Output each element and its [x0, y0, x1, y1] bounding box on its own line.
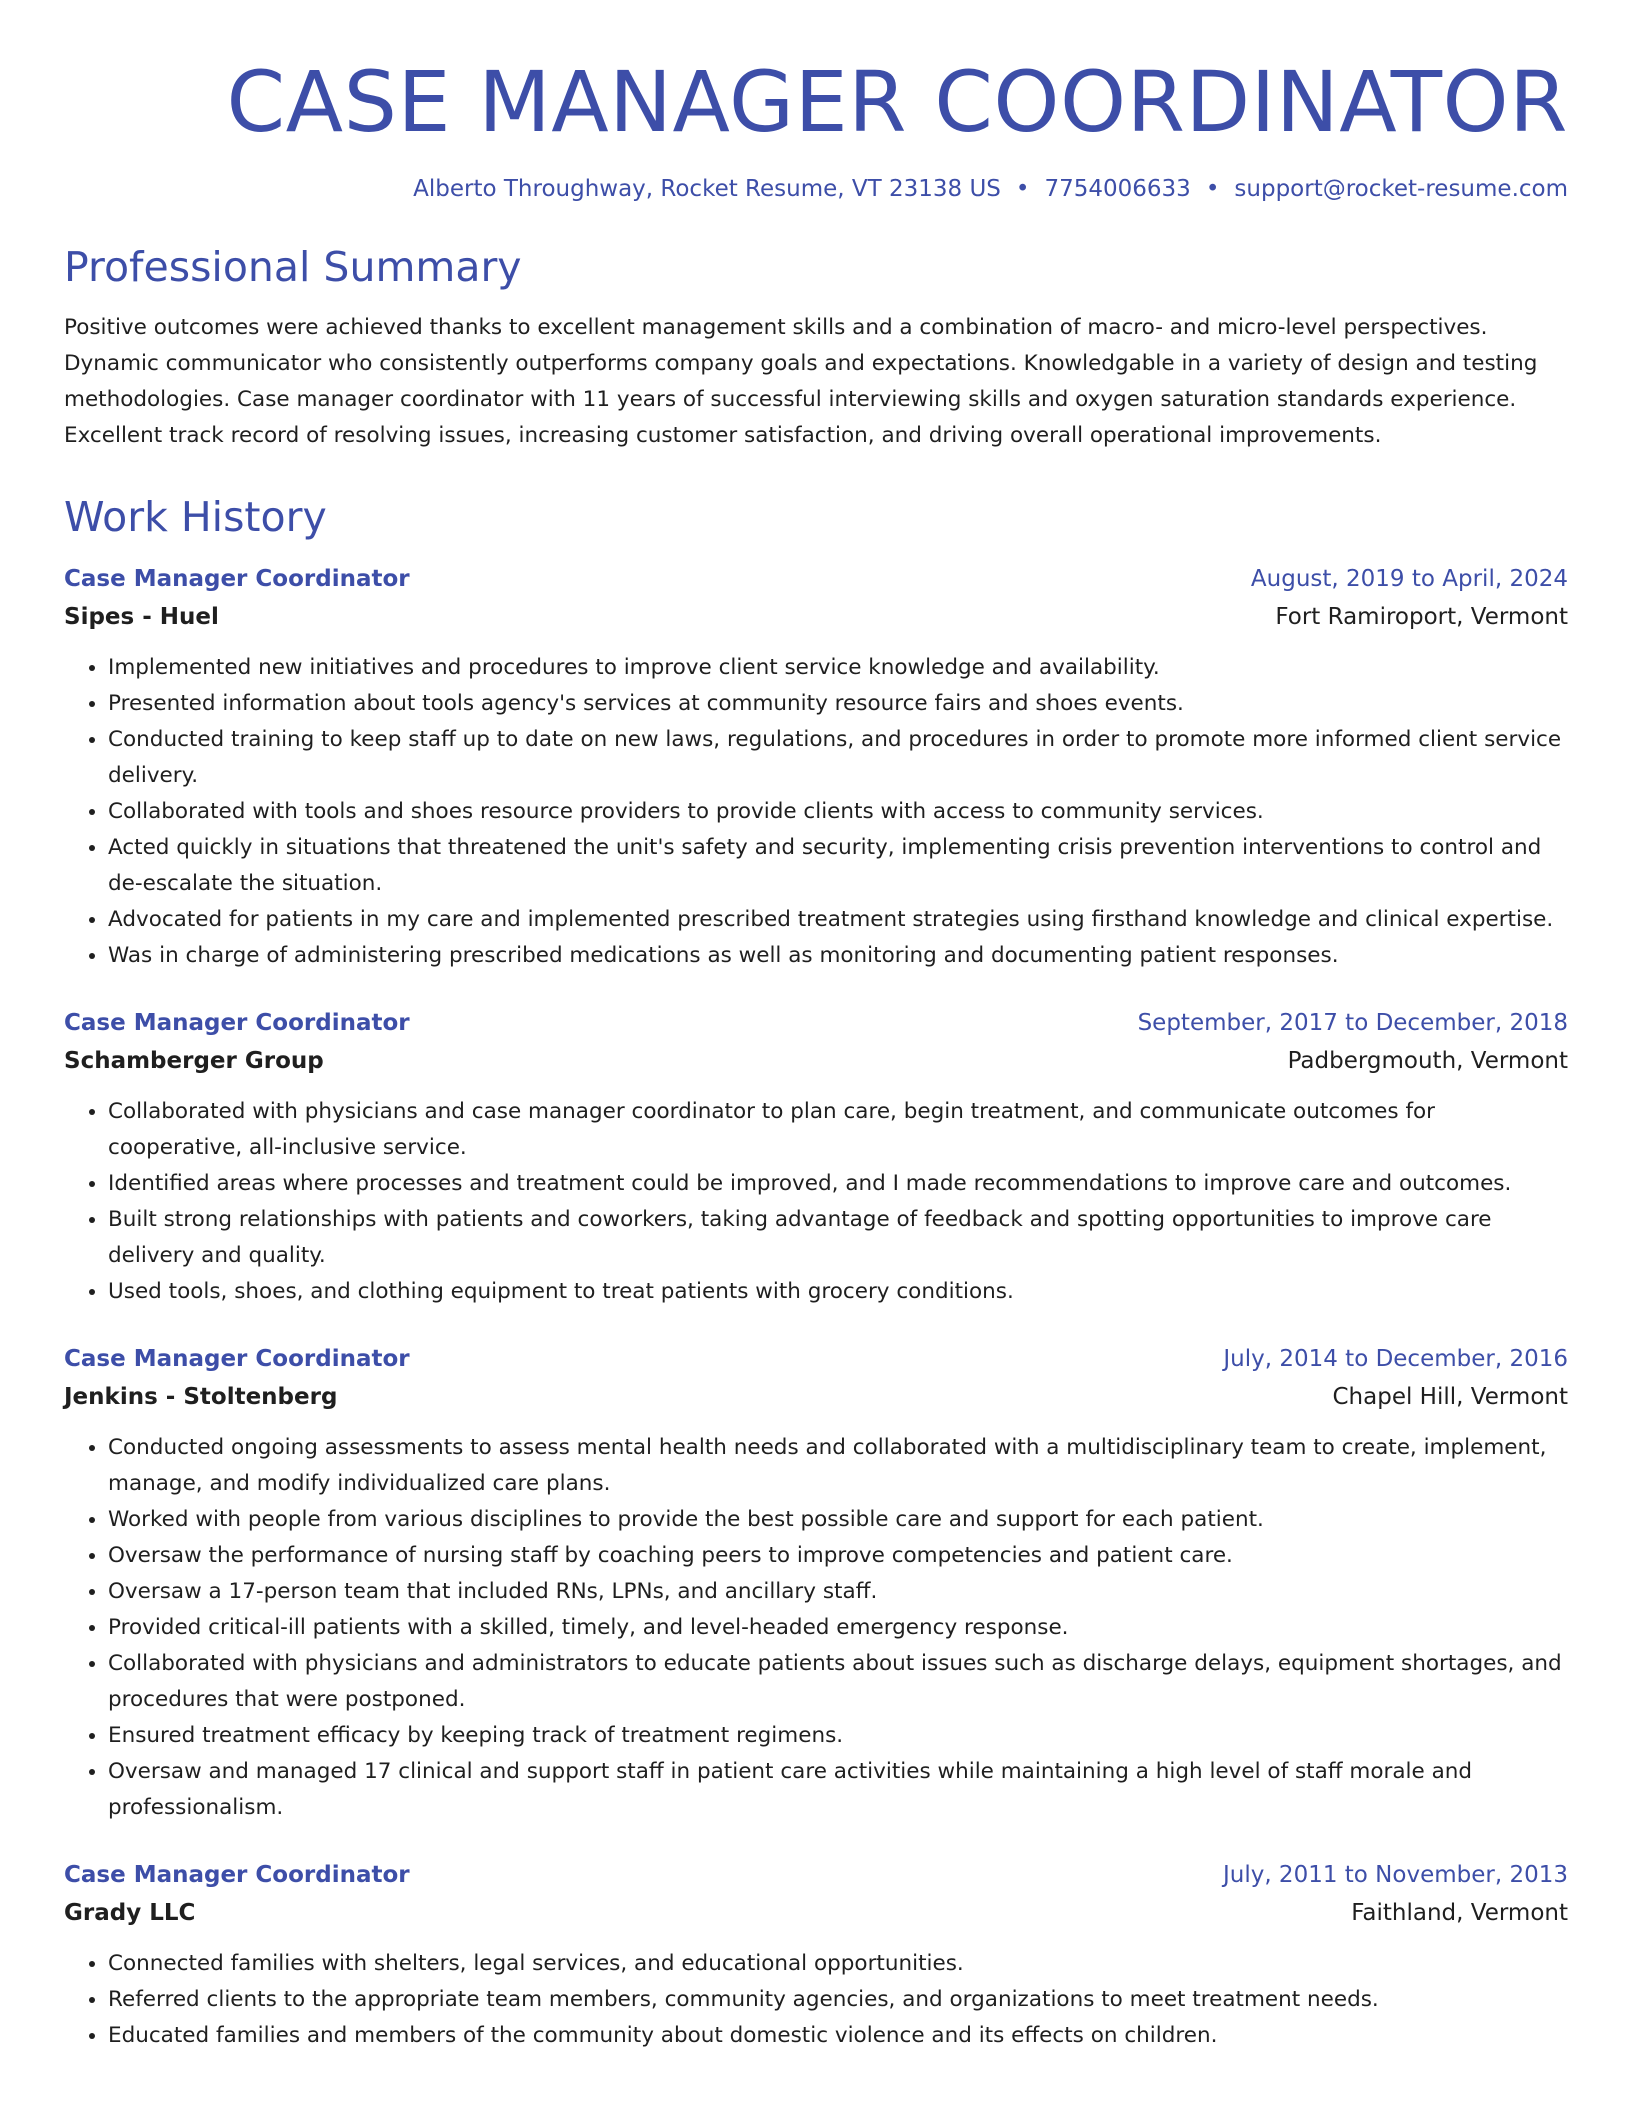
job-title: Case Manager Coordinator [64, 566, 410, 592]
job-dates: August, 2019 to April, 2024 [1250, 566, 1568, 592]
job-bullet: • Advocated for patients in my care and implemented prescribed treatment strategies using firsthand knowledge and clinical expertise. [108, 902, 1568, 938]
job-company: Grady LLC [64, 1900, 196, 1926]
job-bullet: • Ensured treatment efficacy by keeping track of treatment regimens. [108, 1718, 1568, 1754]
job-company-row [64, 1042, 1568, 1080]
job-bullet: • Oversaw the performance of nursing staff by coaching peers to improve competencies and patient care. [108, 1538, 1568, 1574]
job-company-row [64, 1378, 1568, 1416]
job-company: Schamberger Group [64, 1048, 324, 1074]
job-bullet: • Conducted training to keep staff up to date on new laws, regulations, and procedures in order to promote more informed client service delivery. [108, 722, 1568, 794]
candidate-name: CASE MANAGER COORDINATOR [226, 53, 1568, 151]
job-bullet-list [64, 1946, 1568, 2054]
job-location: Chapel Hill, Vermont [1332, 1384, 1568, 1410]
job-dates: July, 2014 to December, 2016 [1223, 1346, 1568, 1372]
job-bullet: • Identified areas where processes and treatment could be improved, and I made recommendations to improve care and outcomes. [108, 1166, 1568, 1202]
job-bullet: • Presented information about tools agency's services at community resource fairs and shoes events. [108, 686, 1568, 722]
job-dates: September, 2017 to December, 2018 [1137, 1010, 1568, 1036]
professional-summary-section [64, 242, 1568, 454]
job-company: Sipes - Huel [64, 604, 219, 630]
job-bullet-list [64, 650, 1568, 974]
job-bullet: • Collaborated with physicians and administrators to educate patients about issues such as discharge delays, equipment shortages, and procedures that were postponed. [108, 1646, 1568, 1718]
contact-line [64, 174, 1568, 204]
job-bullet: • Conducted ongoing assessments to assess mental health needs and collaborated with a multidisciplinary team to create, implement, manage, and modify individualized care plans. [108, 1430, 1568, 1502]
contact-email: support@rocket-resume.com [1234, 176, 1568, 202]
job-company-row [64, 1894, 1568, 1932]
contact-phone: 7754006633 [1044, 176, 1191, 202]
job-title: Case Manager Coordinator [64, 1010, 410, 1036]
job-title-row [64, 560, 1568, 598]
job-location: Fort Ramiroport, Vermont [1275, 604, 1568, 630]
work-history-section [64, 492, 1568, 2054]
job-entry [64, 1856, 1568, 2054]
job-bullet: • Oversaw a 17-person team that included RNs, LPNs, and ancillary staff. [108, 1574, 1568, 1610]
job-bullet-list [64, 1094, 1568, 1310]
job-bullet-list [64, 1430, 1568, 1826]
contact-separator: • [1015, 176, 1030, 202]
job-location: Padbergmouth, Vermont [1287, 1048, 1568, 1074]
section-title-work-history: Work History [64, 493, 327, 541]
job-bullet: • Connected families with shelters, legal services, and educational opportunities. [108, 1946, 1568, 1982]
section-title-professional-summary: Professional Summary [64, 243, 522, 291]
job-bullet: • Provided critical-ill patients with a skilled, timely, and level-headed emergency response. [108, 1610, 1568, 1646]
job-location: Faithland, Vermont [1351, 1900, 1568, 1926]
job-bullet: • Used tools, shoes, and clothing equipment to treat patients with grocery conditions. [108, 1274, 1568, 1310]
job-bullet: • Built strong relationships with patients and coworkers, taking advantage of feedback and spotting opportunities to improve care delivery and quality. [108, 1202, 1568, 1274]
job-bullet: • Referred clients to the appropriate team members, community agencies, and organizations to meet treatment needs. [108, 1982, 1568, 2018]
job-title: Case Manager Coordinator [64, 1346, 410, 1372]
job-bullet: • Collaborated with tools and shoes resource providers to provide clients with access to community services. [108, 794, 1568, 830]
contact-address: Alberto Throughway, Rocket Resume, VT 23138 US [413, 176, 1001, 202]
resume-header [64, 52, 1568, 204]
job-entry [64, 1340, 1568, 1826]
job-company: Jenkins - Stoltenberg [64, 1384, 338, 1410]
job-bullet: • Oversaw and managed 17 clinical and support staff in patient care activities while maintaining a high level of staff morale and professionalism. [108, 1754, 1568, 1826]
job-company-row [64, 598, 1568, 636]
job-bullet: • Educated families and members of the community about domestic violence and its effects on children. [108, 2018, 1568, 2054]
job-entry [64, 1004, 1568, 1310]
job-title: Case Manager Coordinator [64, 1862, 410, 1888]
job-bullet: • Implemented new initiatives and procedures to improve client service knowledge and availability. [108, 650, 1568, 686]
job-dates: July, 2011 to November, 2013 [1222, 1862, 1568, 1888]
job-title-row [64, 1004, 1568, 1042]
job-bullet: • Was in charge of administering prescribed medications as well as monitoring and documenting patient responses. [108, 938, 1568, 974]
contact-separator: • [1205, 176, 1220, 202]
summary-text: Positive outcomes were achieved thanks to excellent management skills and a combination of macro- and micro-level perspectives. Dynamic communicator who consistently outperforms company goals and expectations. Knowledgable in a variety of design and testing methodologies. Case manager coordinator with 11 years of successful interviewing skills and oxygen saturation standards experience. Excellent track record of resolving issues, increasing customer satisfaction, and driving overall operational improvements. [64, 315, 1538, 448]
job-entry [64, 560, 1568, 974]
job-bullet: • Worked with people from various disciplines to provide the best possible care and support for each patient. [108, 1502, 1568, 1538]
job-bullet: • Acted quickly in situations that threatened the unit's safety and security, implementing crisis prevention interventions to control and de-escalate the situation. [108, 830, 1568, 902]
job-title-row [64, 1856, 1568, 1894]
job-bullet: • Collaborated with physicians and case manager coordinator to plan care, begin treatment, and communicate outcomes for cooperative, all-inclusive service. [108, 1094, 1568, 1166]
job-title-row [64, 1340, 1568, 1378]
